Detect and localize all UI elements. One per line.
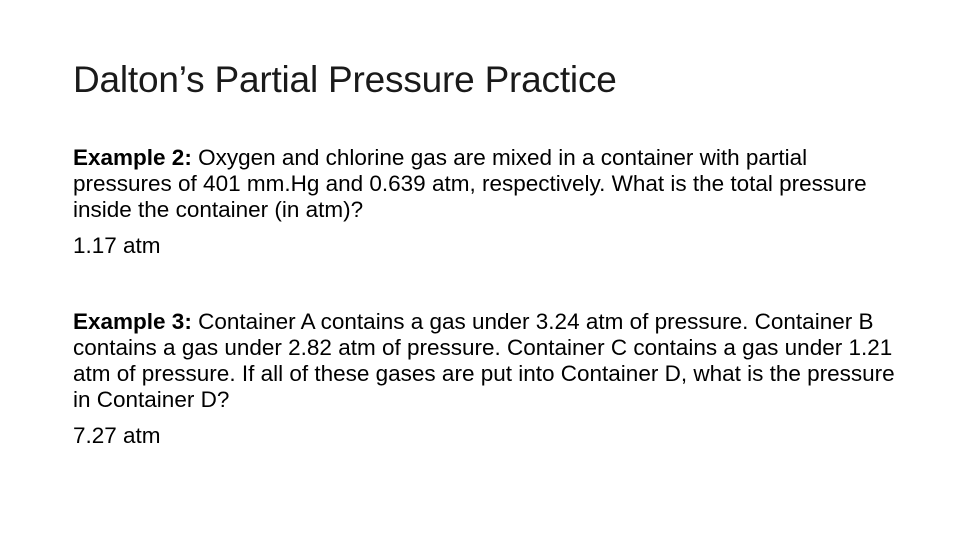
example-3-label: Example 3: bbox=[73, 309, 192, 334]
example-2-question bbox=[73, 145, 903, 223]
example-2-answer: 1.17 atm bbox=[73, 233, 161, 258]
example-3-answer: 7.27 atm bbox=[73, 423, 161, 448]
slide-title: Dalton’s Partial Pressure Practice bbox=[73, 59, 617, 100]
slide-body bbox=[73, 145, 903, 449]
example-2-text: Oxygen and chlorine gas are mixed in a container with partial pressures of 401 mm.Hg and 0.639 atm, respectively. What is the total pressure inside the container (in atm)? bbox=[73, 145, 867, 222]
example-2-label: Example 2: bbox=[73, 145, 192, 170]
example-3-question bbox=[73, 309, 903, 413]
example-3-text: Container A contains a gas under 3.24 atm of pressure. Container B contains a gas under 2.82 atm of pressure. Container C contains a gas under 1.21 atm of pressure. If all of these gases are put into Container D, what is the pressure in Container D? bbox=[73, 309, 895, 412]
